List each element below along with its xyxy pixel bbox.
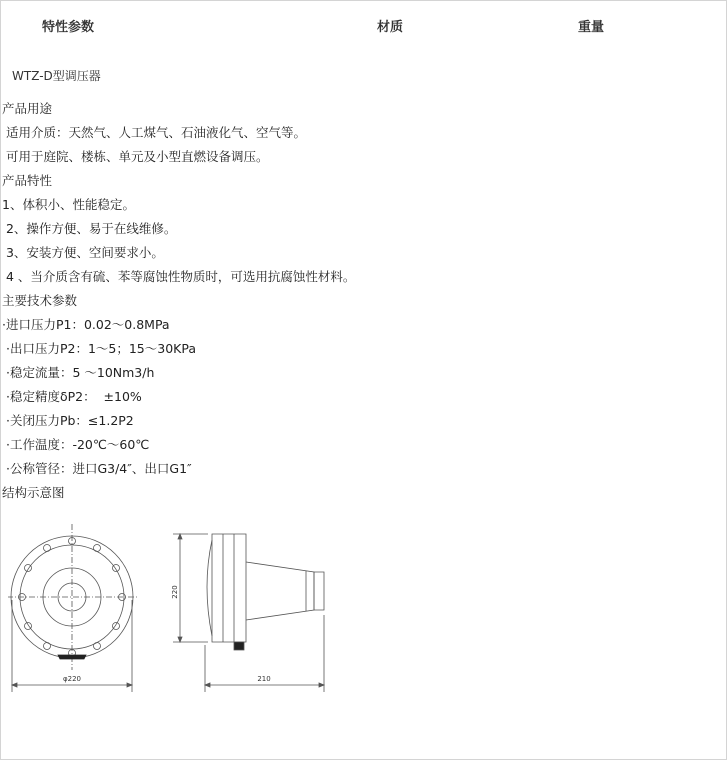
spec-line: ·稳定流量：5 ～10Nm3/h xyxy=(2,365,155,380)
section-heading-features: 产品特性 xyxy=(2,173,53,188)
text-line: 4 、当介质含有硫、苯等腐蚀性物质时，可选用抗腐蚀性材料。 xyxy=(2,269,356,284)
section-heading-diagram: 结构示意图 xyxy=(2,485,65,500)
header-material: 材质 xyxy=(377,20,404,35)
text-line: 可用于庭院、楼栋、单元及小型直燃设备调压。 xyxy=(2,149,269,164)
width-label: 210 xyxy=(257,675,271,683)
structure-diagram xyxy=(8,520,348,700)
product-title: WTZ-D型调压器 xyxy=(12,69,101,83)
spec-line: ·出口压力P2：1～5；15～30KPa xyxy=(2,341,196,356)
section-heading-usage: 产品用途 xyxy=(2,101,53,116)
text-line: 2、操作方便、易于在线维修。 xyxy=(2,221,177,236)
spec-line: ·公称管径：进口G3/4″、出口G1″ xyxy=(2,461,192,476)
text-line: 适用介质：天然气、人工煤气、石油液化气、空气等。 xyxy=(2,125,306,140)
text-line: 3、安装方便、空间要求小。 xyxy=(2,245,164,260)
front-view xyxy=(8,524,138,692)
height-label: 220 xyxy=(171,585,179,599)
section-heading-specs: 主要技术参数 xyxy=(2,293,78,308)
spec-line: ·稳定精度δP2： ±10% xyxy=(2,389,142,404)
header-weight: 重量 xyxy=(578,20,605,35)
spec-line: ·工作温度：-20℃～60℃ xyxy=(2,437,150,452)
spec-line: ·进口压力P1：0.02～0.8MPa xyxy=(2,317,170,332)
front-diameter-label: φ220 xyxy=(63,675,81,683)
spec-line: ·关闭压力Pb：≤1.2P2 xyxy=(2,413,134,428)
header-parameters: 特性参数 xyxy=(42,20,95,35)
text-line: 1、体积小、性能稳定。 xyxy=(2,197,135,212)
description-body xyxy=(2,98,712,506)
side-view xyxy=(173,534,324,692)
